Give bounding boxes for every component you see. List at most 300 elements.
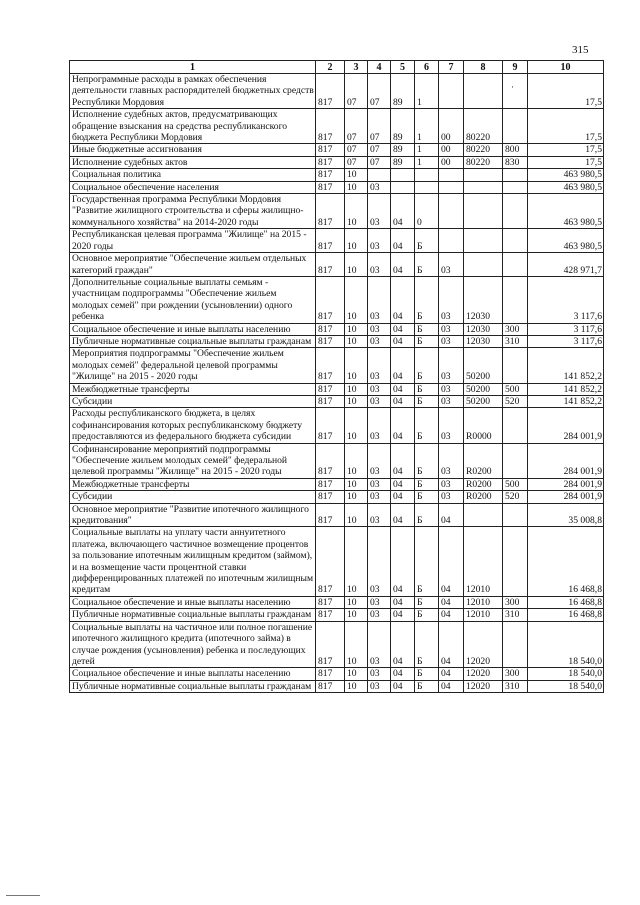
code-cell-c5 (391, 169, 415, 181)
code-cell-c7: 03 (439, 478, 464, 490)
code-cell-c7: 00 (439, 109, 464, 144)
code-cell-c5: 04 (391, 609, 415, 621)
row-description: Республиканская целевая программа "Жилище" на 2015 - 2020 годы (70, 229, 316, 253)
code-cell-c3: 10 (345, 668, 368, 680)
code-cell-c2: 817 (316, 181, 345, 193)
code-cell-c2: 817 (316, 323, 345, 335)
code-cell-c5: 04 (391, 253, 415, 277)
code-cell-c4 (368, 169, 391, 181)
code-cell-c9 (503, 169, 528, 181)
amount-cell: 463 980,5 (528, 181, 604, 193)
code-cell-c2: 817 (316, 229, 345, 253)
table-row (70, 668, 604, 680)
code-cell-c9 (503, 109, 528, 144)
code-cell-c3: 10 (345, 491, 368, 503)
code-cell-c5: 04 (391, 443, 415, 478)
column-header: 2 (316, 61, 345, 74)
row-description: Государственная программа Республики Мордовия "Развитие жилищного строительства и сферы жилищно-коммунального хозяйства" на 2014-2020 годы (70, 194, 316, 229)
code-cell-c3: 10 (345, 383, 368, 395)
code-cell-c5: 04 (391, 491, 415, 503)
code-cell-c7: 03 (439, 443, 464, 478)
header-row (70, 61, 604, 74)
code-cell-c7: 04 (439, 527, 464, 596)
code-cell-c6: Б (415, 383, 439, 395)
code-cell-c2: 817 (316, 621, 345, 668)
code-cell-c7: 03 (439, 348, 464, 383)
code-cell-c5: 04 (391, 596, 415, 608)
code-cell-c9: 310 (503, 609, 528, 621)
code-cell-c5: 04 (391, 383, 415, 395)
code-cell-c7: 03 (439, 395, 464, 407)
code-cell-c6 (415, 169, 439, 181)
code-cell-c5: 89 (391, 74, 415, 109)
code-cell-c7: 00 (439, 144, 464, 156)
code-cell-c6: Б (415, 503, 439, 527)
table-row (70, 74, 604, 109)
code-cell-c2: 817 (316, 74, 345, 109)
code-cell-c2: 817 (316, 109, 345, 144)
code-cell-c5: 04 (391, 503, 415, 527)
code-cell-c4: 03 (368, 335, 391, 347)
table-row (70, 680, 604, 692)
code-cell-c4: 03 (368, 491, 391, 503)
table-row (70, 395, 604, 407)
amount-cell: 141 852,2 (528, 348, 604, 383)
code-cell-c2: 817 (316, 144, 345, 156)
column-header: 5 (391, 61, 415, 74)
code-cell-c8 (464, 229, 503, 253)
code-cell-c4: 03 (368, 621, 391, 668)
code-cell-c8 (464, 194, 503, 229)
code-cell-c3: 10 (345, 621, 368, 668)
table-row (70, 596, 604, 608)
table-row (70, 253, 604, 277)
row-description: Субсидии (70, 395, 316, 407)
code-cell-c3: 10 (345, 276, 368, 323)
amount-cell: 3 117,6 (528, 323, 604, 335)
code-cell-c8 (464, 503, 503, 527)
code-cell-c7: 03 (439, 408, 464, 443)
code-cell-c4: 03 (368, 194, 391, 229)
code-cell-c3: 10 (345, 596, 368, 608)
code-cell-c5: 89 (391, 144, 415, 156)
code-cell-c8: R0200 (464, 478, 503, 490)
stray-dot-mark: · (511, 82, 514, 92)
amount-cell: 17,5 (528, 74, 604, 109)
code-cell-c7: 04 (439, 680, 464, 692)
amount-cell: 18 540,0 (528, 680, 604, 692)
code-cell-c2: 817 (316, 609, 345, 621)
column-header: 3 (345, 61, 368, 74)
code-cell-c8 (464, 181, 503, 193)
row-description: Непрограммные расходы в рамках обеспечения деятельности главных распорядителей бюджетных средств Республики Мордовия (70, 74, 316, 109)
budget-table (69, 60, 604, 693)
code-cell-c4: 03 (368, 408, 391, 443)
code-cell-c7 (439, 74, 464, 109)
code-cell-c9 (503, 229, 528, 253)
table-header (70, 61, 604, 74)
code-cell-c6: Б (415, 335, 439, 347)
code-cell-c8: 12030 (464, 276, 503, 323)
code-cell-c5: 04 (391, 348, 415, 383)
code-cell-c5: 04 (391, 527, 415, 596)
code-cell-c8: R0200 (464, 443, 503, 478)
amount-cell: 284 001,9 (528, 443, 604, 478)
code-cell-c6: 0 (415, 194, 439, 229)
code-cell-c6: Б (415, 253, 439, 277)
code-cell-c6 (415, 181, 439, 193)
amount-cell: 17,5 (528, 109, 604, 144)
code-cell-c8 (464, 169, 503, 181)
code-cell-c2: 817 (316, 194, 345, 229)
table-row (70, 181, 604, 193)
code-cell-c8: 80220 (464, 156, 503, 168)
amount-cell: 463 980,5 (528, 169, 604, 181)
code-cell-c9: 520 (503, 491, 528, 503)
code-cell-c8: 12010 (464, 527, 503, 596)
code-cell-c7: 04 (439, 621, 464, 668)
code-cell-c3: 07 (345, 144, 368, 156)
code-cell-c4: 03 (368, 478, 391, 490)
code-cell-c9 (503, 74, 528, 109)
code-cell-c9: 520 (503, 395, 528, 407)
code-cell-c7: 03 (439, 253, 464, 277)
code-cell-c5: 89 (391, 109, 415, 144)
amount-cell: 284 001,9 (528, 408, 604, 443)
code-cell-c5: 89 (391, 156, 415, 168)
code-cell-c7 (439, 169, 464, 181)
code-cell-c5: 04 (391, 621, 415, 668)
code-cell-c7 (439, 194, 464, 229)
code-cell-c2: 817 (316, 253, 345, 277)
code-cell-c3: 07 (345, 156, 368, 168)
code-cell-c4: 07 (368, 156, 391, 168)
code-cell-c9 (503, 503, 528, 527)
code-cell-c8: 12020 (464, 668, 503, 680)
code-cell-c9: 300 (503, 596, 528, 608)
code-cell-c4: 03 (368, 680, 391, 692)
code-cell-c9 (503, 181, 528, 193)
row-description: Основное мероприятие "Обеспечение жильем отдельных категорий граждан" (70, 253, 316, 277)
table-row (70, 478, 604, 490)
code-cell-c9 (503, 276, 528, 323)
code-cell-c5: 04 (391, 478, 415, 490)
amount-cell: 16 468,8 (528, 609, 604, 621)
amount-cell: 35 008,8 (528, 503, 604, 527)
code-cell-c8: 12010 (464, 596, 503, 608)
code-cell-c8: 50200 (464, 395, 503, 407)
table-row (70, 609, 604, 621)
row-description: Исполнение судебных актов (70, 156, 316, 168)
code-cell-c7: 03 (439, 276, 464, 323)
row-description: Социальное обеспечение и иные выплаты населению (70, 323, 316, 335)
column-header: 6 (415, 61, 439, 74)
code-cell-c4: 03 (368, 395, 391, 407)
code-cell-c4: 07 (368, 144, 391, 156)
table-row (70, 443, 604, 478)
code-cell-c8: 12020 (464, 621, 503, 668)
amount-cell: 18 540,0 (528, 621, 604, 668)
code-cell-c4: 07 (368, 74, 391, 109)
code-cell-c8: R0200 (464, 491, 503, 503)
amount-cell: 17,5 (528, 156, 604, 168)
code-cell-c2: 817 (316, 443, 345, 478)
column-header: 8 (464, 61, 503, 74)
code-cell-c6: Б (415, 229, 439, 253)
amount-cell: 463 980,5 (528, 194, 604, 229)
code-cell-c7: 03 (439, 323, 464, 335)
row-description: Дополнительные социальные выплаты семьям - участницам подпрограммы "Обеспечение жильем молодых семей" при рождении (усыновлении) одного ребенка (70, 276, 316, 323)
code-cell-c3: 07 (345, 109, 368, 144)
code-cell-c5 (391, 181, 415, 193)
code-cell-c5: 04 (391, 680, 415, 692)
code-cell-c9 (503, 621, 528, 668)
code-cell-c2: 817 (316, 169, 345, 181)
table-row (70, 323, 604, 335)
code-cell-c7: 03 (439, 491, 464, 503)
row-description: Социальное обеспечение и иные выплаты населению (70, 596, 316, 608)
code-cell-c5: 04 (391, 668, 415, 680)
code-cell-c7: 00 (439, 156, 464, 168)
code-cell-c8: 12010 (464, 609, 503, 621)
row-description: Социальное обеспечение населения (70, 181, 316, 193)
code-cell-c9 (503, 527, 528, 596)
code-cell-c2: 817 (316, 527, 345, 596)
code-cell-c2: 817 (316, 408, 345, 443)
code-cell-c6: Б (415, 443, 439, 478)
row-description: Субсидии (70, 491, 316, 503)
table-row (70, 503, 604, 527)
code-cell-c2: 817 (316, 596, 345, 608)
table-row (70, 383, 604, 395)
code-cell-c6: Б (415, 408, 439, 443)
code-cell-c4: 03 (368, 276, 391, 323)
code-cell-c4: 03 (368, 596, 391, 608)
code-cell-c8: 12030 (464, 323, 503, 335)
amount-cell: 463 980,5 (528, 229, 604, 253)
amount-cell: 3 117,6 (528, 276, 604, 323)
table-row (70, 408, 604, 443)
code-cell-c6: Б (415, 395, 439, 407)
code-cell-c8: R0000 (464, 408, 503, 443)
code-cell-c3: 10 (345, 680, 368, 692)
amount-cell: 284 001,9 (528, 491, 604, 503)
code-cell-c5: 04 (391, 335, 415, 347)
row-description: Публичные нормативные социальные выплаты гражданам (70, 609, 316, 621)
code-cell-c2: 817 (316, 383, 345, 395)
code-cell-c4: 07 (368, 109, 391, 144)
code-cell-c5: 04 (391, 194, 415, 229)
code-cell-c4: 03 (368, 323, 391, 335)
code-cell-c3: 10 (345, 194, 368, 229)
column-header: 7 (439, 61, 464, 74)
code-cell-c7: 04 (439, 503, 464, 527)
code-cell-c6: Б (415, 668, 439, 680)
code-cell-c8: 12020 (464, 680, 503, 692)
code-cell-c7 (439, 181, 464, 193)
row-description: Межбюджетные трансферты (70, 478, 316, 490)
code-cell-c9: 310 (503, 335, 528, 347)
row-description: Социальное обеспечение и иные выплаты населению (70, 668, 316, 680)
code-cell-c3: 10 (345, 527, 368, 596)
code-cell-c2: 817 (316, 668, 345, 680)
code-cell-c4: 03 (368, 443, 391, 478)
code-cell-c9: 300 (503, 668, 528, 680)
code-cell-c6: Б (415, 609, 439, 621)
code-cell-c9: 830 (503, 156, 528, 168)
column-header: 9 (503, 61, 528, 74)
code-cell-c6: Б (415, 491, 439, 503)
code-cell-c9: 800 (503, 144, 528, 156)
table-row (70, 491, 604, 503)
row-description: Публичные нормативные социальные выплаты гражданам (70, 335, 316, 347)
row-description: Иные бюджетные ассигнования (70, 144, 316, 156)
page-number: 315 (572, 44, 589, 56)
code-cell-c2: 817 (316, 395, 345, 407)
row-description: Социальные выплаты на уплату части аннуитетного платежа, включающего частичное возмещение процентов за пользование ипотечным жилищным кредитом (займом), и на возмещение части процентной ставки дифференцированных платежей по ипотечным жилищным кредитам (70, 527, 316, 596)
code-cell-c7: 03 (439, 383, 464, 395)
code-cell-c2: 817 (316, 503, 345, 527)
code-cell-c7 (439, 229, 464, 253)
code-cell-c8: 50200 (464, 383, 503, 395)
code-cell-c3: 10 (345, 348, 368, 383)
code-cell-c9: 310 (503, 680, 528, 692)
code-cell-c6: Б (415, 276, 439, 323)
code-cell-c3: 10 (345, 408, 368, 443)
table-row (70, 527, 604, 596)
code-cell-c5: 04 (391, 408, 415, 443)
table-row (70, 109, 604, 144)
row-description: Мероприятия подпрограммы "Обеспечение жильем молодых семей" федеральной целевой программы "Жилище" на 2015 - 2020 годы (70, 348, 316, 383)
code-cell-c2: 817 (316, 348, 345, 383)
table-body (70, 74, 604, 693)
code-cell-c5: 04 (391, 229, 415, 253)
row-description: Межбюджетные трансферты (70, 383, 316, 395)
code-cell-c2: 817 (316, 276, 345, 323)
row-description: Расходы республиканского бюджета, в целях софинансирования которых республиканскому бюджету предоставляются из федерального бюджета субсидии (70, 408, 316, 443)
column-header: 1 (70, 61, 316, 74)
code-cell-c8: 12030 (464, 335, 503, 347)
code-cell-c7: 04 (439, 668, 464, 680)
code-cell-c7: 04 (439, 609, 464, 621)
row-description: Исполнение судебных актов, предусматривающих обращение взыскания на средства республиканского бюджета Республики Мордовия (70, 109, 316, 144)
code-cell-c6: Б (415, 323, 439, 335)
column-header: 10 (528, 61, 604, 74)
code-cell-c3: 10 (345, 443, 368, 478)
code-cell-c4: 03 (368, 348, 391, 383)
code-cell-c9 (503, 253, 528, 277)
code-cell-c3: 10 (345, 395, 368, 407)
table-row (70, 169, 604, 181)
amount-cell: 3 117,6 (528, 335, 604, 347)
table-row (70, 194, 604, 229)
code-cell-c9 (503, 443, 528, 478)
code-cell-c2: 817 (316, 491, 345, 503)
row-description: Социальная политика (70, 169, 316, 181)
code-cell-c6: Б (415, 621, 439, 668)
code-cell-c6: Б (415, 596, 439, 608)
code-cell-c9 (503, 348, 528, 383)
code-cell-c9: 300 (503, 323, 528, 335)
table-row (70, 276, 604, 323)
code-cell-c8: 80220 (464, 144, 503, 156)
row-description: Софинансирование мероприятий подпрограммы "Обеспечение жильем молодых семей" федеральной целевой программы "Жилище" на 2015 - 2020 годы (70, 443, 316, 478)
code-cell-c4: 03 (368, 383, 391, 395)
code-cell-c3: 10 (345, 253, 368, 277)
table-row (70, 229, 604, 253)
code-cell-c2: 817 (316, 680, 345, 692)
code-cell-c3: 10 (345, 181, 368, 193)
amount-cell: 17,5 (528, 144, 604, 156)
code-cell-c2: 817 (316, 478, 345, 490)
code-cell-c4: 03 (368, 253, 391, 277)
code-cell-c5: 04 (391, 323, 415, 335)
code-cell-c6: 1 (415, 144, 439, 156)
code-cell-c4: 03 (368, 503, 391, 527)
code-cell-c2: 817 (316, 335, 345, 347)
code-cell-c7: 04 (439, 596, 464, 608)
code-cell-c9 (503, 194, 528, 229)
code-cell-c6: Б (415, 527, 439, 596)
code-cell-c3: 10 (345, 503, 368, 527)
code-cell-c6: Б (415, 680, 439, 692)
code-cell-c9: 500 (503, 383, 528, 395)
code-cell-c4: 03 (368, 181, 391, 193)
margin-mark (6, 895, 40, 896)
code-cell-c4: 03 (368, 229, 391, 253)
row-description: Социальные выплаты на частичное или полное погашение ипотечного жилищного кредита (ипотечного займа) в случае рождения (усыновления) ребенка и последующих детей (70, 621, 316, 668)
code-cell-c6: 1 (415, 109, 439, 144)
code-cell-c3: 10 (345, 323, 368, 335)
code-cell-c5: 04 (391, 276, 415, 323)
code-cell-c6: Б (415, 478, 439, 490)
code-cell-c2: 817 (316, 156, 345, 168)
table-row (70, 348, 604, 383)
column-header: 4 (368, 61, 391, 74)
amount-cell: 141 852,2 (528, 395, 604, 407)
code-cell-c8: 80220 (464, 109, 503, 144)
code-cell-c9: 500 (503, 478, 528, 490)
code-cell-c4: 03 (368, 527, 391, 596)
code-cell-c8 (464, 74, 503, 109)
amount-cell: 284 001,9 (528, 478, 604, 490)
amount-cell: 141 852,2 (528, 383, 604, 395)
code-cell-c4: 03 (368, 609, 391, 621)
row-description: Публичные нормативные социальные выплаты гражданам (70, 680, 316, 692)
code-cell-c8 (464, 253, 503, 277)
amount-cell: 428 971,7 (528, 253, 604, 277)
code-cell-c4: 03 (368, 668, 391, 680)
table-row (70, 335, 604, 347)
code-cell-c3: 10 (345, 335, 368, 347)
code-cell-c3: 07 (345, 74, 368, 109)
code-cell-c3: 10 (345, 478, 368, 490)
code-cell-c7: 03 (439, 335, 464, 347)
code-cell-c9 (503, 408, 528, 443)
table-row (70, 621, 604, 668)
code-cell-c5: 04 (391, 395, 415, 407)
amount-cell: 18 540,0 (528, 668, 604, 680)
row-description: Основное мероприятие "Развитие ипотечного жилищного кредитования" (70, 503, 316, 527)
code-cell-c8: 50200 (464, 348, 503, 383)
code-cell-c6: 1 (415, 156, 439, 168)
table-row (70, 156, 604, 168)
amount-cell: 16 468,8 (528, 596, 604, 608)
amount-cell: 16 468,8 (528, 527, 604, 596)
code-cell-c3: 10 (345, 169, 368, 181)
code-cell-c6: Б (415, 348, 439, 383)
code-cell-c3: 10 (345, 609, 368, 621)
